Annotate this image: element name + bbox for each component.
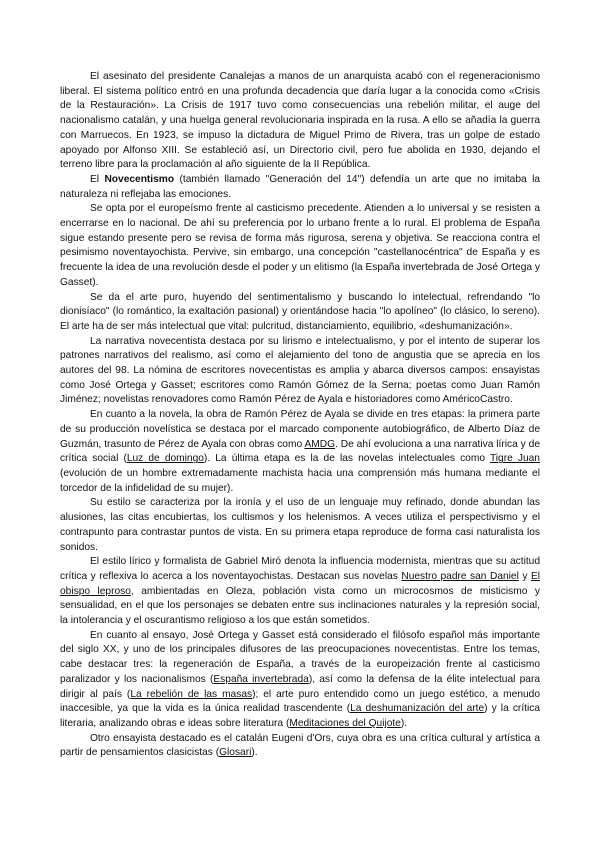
work-title: Nuestro padre san Daniel <box>401 570 519 582</box>
text-run: En cuanto al ensayo, José Ortega y Gasset está considerado el filósofo español más importante del siglo XX, y uno de los principales difusores de las preocupaciones novecentistas. Entre los temas, cabe destacar tres: la regeneración de España, a través de la europeización frente al casticismo paralizador y los nacionalismos ( <box>60 629 540 685</box>
text-run: , ambientadas en Oleza, población vista como un microcosmos de misticismo y sensualidad, en el que los personajes se debaten entre sus inclinaciones naturales y la represión social, la intolerancia y el oscurantismo religioso a los que están sometidos. <box>60 585 540 627</box>
text-run: La narrativa novecentista destaca por su lirismo e intelectualismo, y por el intento de superar los patrones narrativos del realismo, así como el alejamiento del tono de angustia que se aprecia en los autores del 98. La nómina de escritores novecentistas es amplia y abarca diversos campos: ensayistas como José Ortega y Gasset; escritores como Ramón Gómez de la Serna; poetas como Juan Ramón Jiménez; novelistas renovadores como Ramón Pérez de Ayala e historiadores como AméricoCastro. <box>60 335 540 406</box>
work-title: La deshumanización del arte <box>350 703 485 715</box>
paragraph <box>60 291 540 335</box>
work-title: AMDG <box>304 438 336 450</box>
paragraph <box>60 629 540 732</box>
paragraph <box>60 408 540 496</box>
bold-term: Novecentismo <box>104 173 175 185</box>
text-run: ), así como la defensa de la élite intelectual para dirigir al país ( <box>60 673 541 700</box>
text-run: El <box>90 173 105 185</box>
paragraph <box>60 335 540 409</box>
paragraph <box>60 202 540 290</box>
work-title: Glosari <box>219 747 252 759</box>
text-run: Se da el arte puro, huyendo del sentimentalismo y buscando lo intelectual, refrendando "lo dionisíaco" (lo romántico, la exaltación pasional) y orientándose hacia "lo apolíneo" (lo clásico, lo sereno). El arte ha de ser más intelectual que vital: pulcritud, distanciamiento, equilibrio, «deshumanización». <box>60 291 540 332</box>
text-run: El estilo lírico y formalista de Gabriel Miró denota la influencia modernista, mientras que su actitud crítica y reflexiva lo acerca a los noventayochistas. Destacan sus novelas <box>60 556 540 582</box>
text-run: Otro ensayista destacado es el catalán Eugeni d'Ors, cuya obra es una crítica cultural y artística a partir de pensamientos clasicistas ( <box>60 732 540 759</box>
paragraph <box>60 732 540 761</box>
paragraph <box>60 173 540 202</box>
text-run: Su estilo se caracteriza por la ironía y el uso de un lenguaje muy refinado, donde abundan las alusiones, las citas encubiertas, los cultismos y los helenismos. A veces utiliza el perspectivismo y el contrapunto para contrastar puntos de vista. En su primera etapa reproduce de forma casi naturalista los sonidos. <box>60 497 540 553</box>
work-title: El obispo leproso <box>60 570 540 597</box>
paragraph <box>60 555 540 629</box>
work-title: España invertebrada <box>213 673 309 685</box>
text-run: Se opta por el europeísmo frente al casticismo precedente. Atienden a lo universal y se resisten a encerrarse en lo nacional. De ahí su preferencia por lo urbano frente a lo rural. El problema de España sigue estando presente pero se revisa de forma más rigurosa, serena y objetiva. Se reacciona contra el pesimismo noventayochista. Pervive, sin embargo, una concepción "castellanocéntrica" de España y es frecuente la idea de una revolución desde el poder y un elitismo (la España invertebrada de José Ortega y Gasset). <box>60 203 540 288</box>
text-run: . De ahí evoluciona a una narrativa lírica y de crítica social ( <box>60 438 541 465</box>
document-page <box>60 70 540 761</box>
text-run: y <box>518 570 531 582</box>
text-run: (evolución de un hombre extremadamente machista hacia una comprensión más humana mediante el torcedor de la infidelidad de su mujer). <box>60 467 540 494</box>
text-run: ) y la crítica literaria, analizando obras e ideas sobre literatura ( <box>60 703 540 729</box>
paragraph <box>60 496 540 555</box>
text-run: ); el arte puro entendido como un juego estético, a menudo inaccesible, ya que la vida es la única realidad trascendente ( <box>60 688 540 715</box>
work-title: La rebelión de las masas <box>130 688 253 700</box>
text-run: ). <box>251 747 258 759</box>
work-title: Tigre Juan <box>489 453 540 465</box>
text-run: ). La última etapa es la de las novelas intelectuales como <box>203 453 490 465</box>
text-run: En cuanto a la novela, la obra de Ramón Pérez de Ayala se divide en tres etapas: la primera parte de su producción novelística se destaca por el marcado componente autobiográfico, de Alberto Díaz de Guzmán, trasunto de Pérez de Ayala con obras como <box>60 409 540 450</box>
work-title: Luz de domingo <box>126 453 204 465</box>
text-run: El asesinato del presidente Canalejas a manos de un anarquista acabó con el regeneracionismo liberal. El sistema político entró en una profunda decadencia que daría lugar a la conocida como «Crisis de la Restauración». La Crisis de 1917 tuvo como consecuencias una rebelión militar, el auge del nacionalismo catalán, y una huelga general revolucionaria inspirada en la rusa. A ello se añadía la guerra con Marruecos. En 1923, se impuso la dictadura de Miguel Primo de Rivera, tras un golpe de estado apoyado por Alfonso XIII. Se estableció así, un Directorio civil, pero fue abolida en 1930, dejando el terreno libre para la proclamación al año siguiente de la II República. <box>60 71 540 171</box>
text-run: ). <box>400 717 408 729</box>
work-title: Meditaciones del Quijote <box>289 717 401 729</box>
paragraph <box>60 70 540 173</box>
text-run: (también llamado "Generación del 14") defendía un arte que no imitaba la naturaleza ni reflejaba las emociones. <box>60 173 540 200</box>
